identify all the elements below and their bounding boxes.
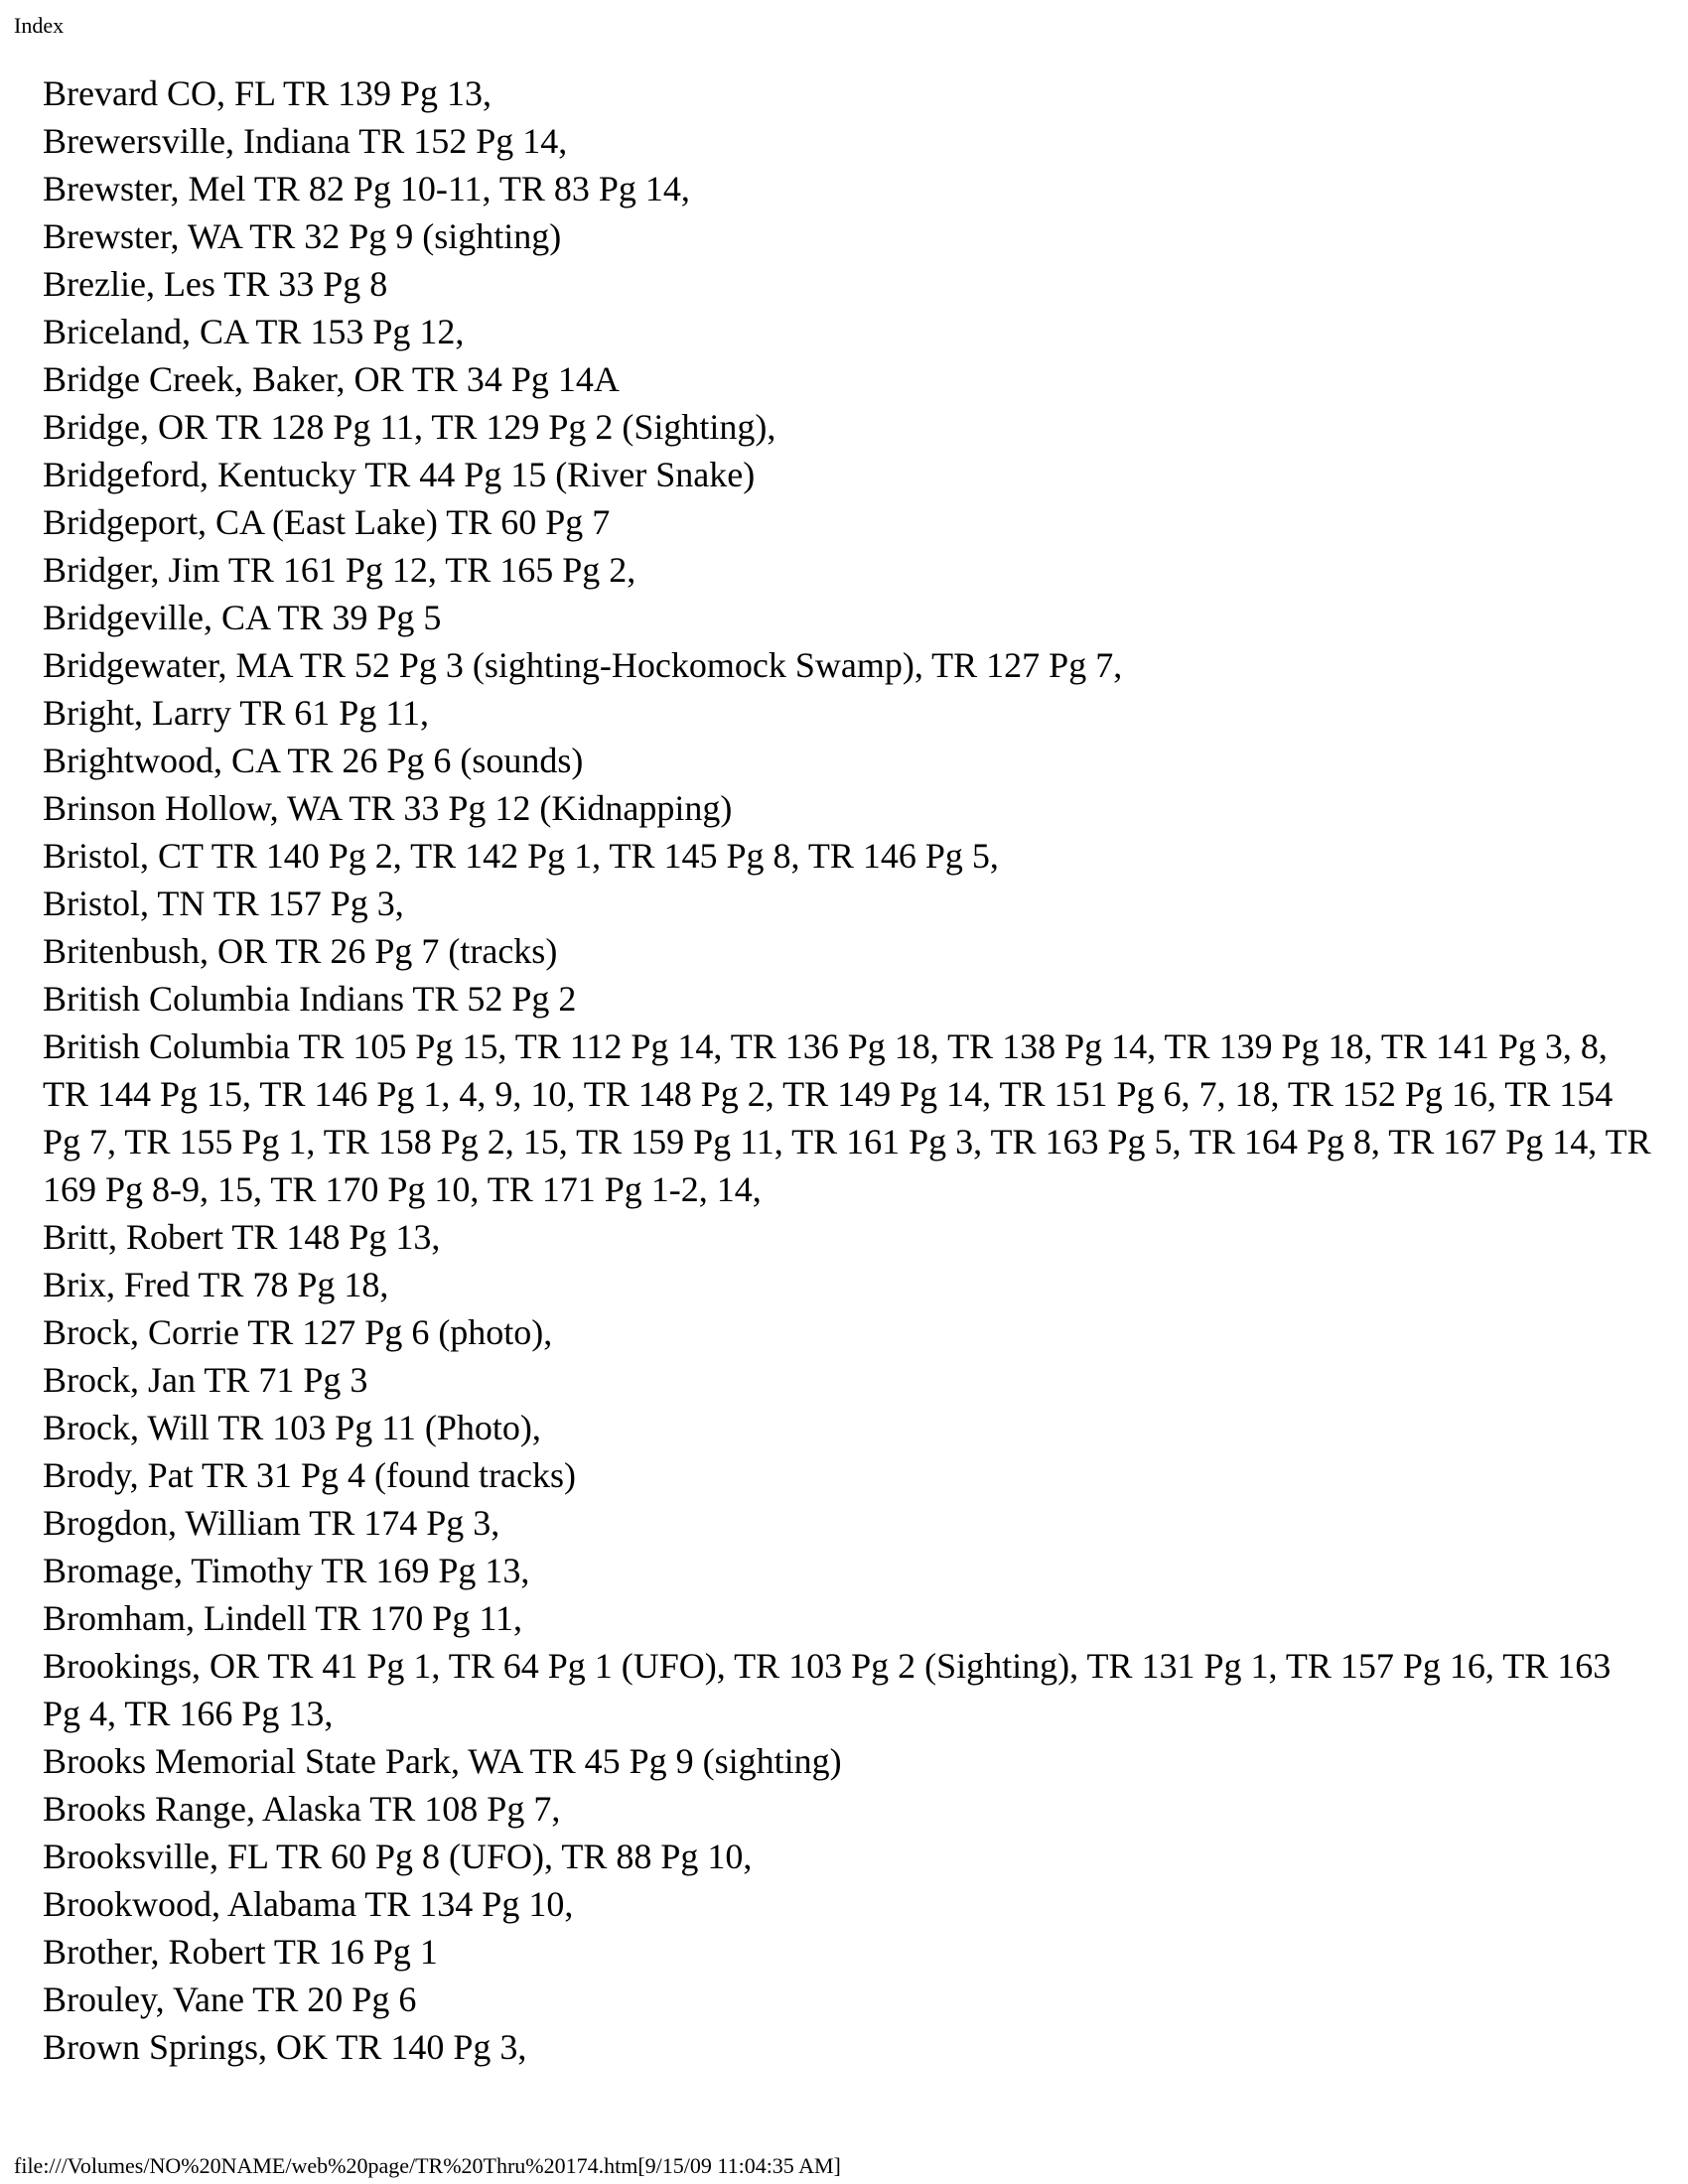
index-entry: Bristol, TN TR 157 Pg 3,: [43, 884, 404, 923]
index-entry: Brock, Corrie TR 127 Pg 6 (photo),: [43, 1312, 553, 1352]
index-entry: Bromage, Timothy TR 169 Pg 13,: [43, 1551, 530, 1590]
index-entry: Bridgeford, Kentucky TR 44 Pg 15 (River Snake): [43, 455, 756, 494]
index-entry: Brewster, WA TR 32 Pg 9 (sighting): [43, 216, 562, 256]
index-entry: Bridgewater, MA TR 52 Pg 3 (sighting-Hockomock Swamp), TR 127 Pg 7,: [43, 645, 1123, 685]
index-entry: Bristol, CT TR 140 Pg 2, TR 142 Pg 1, TR 145 Pg 8, TR 146 Pg 5,: [43, 836, 999, 876]
index-entry: Brevard CO, FL TR 139 Pg 13,: [43, 73, 492, 113]
index-list: [43, 69, 1651, 2071]
index-entry: Bridge, OR TR 128 Pg 11, TR 129 Pg 2 (Sighting),: [43, 407, 776, 447]
index-entry: British Columbia Indians TR 52 Pg 2: [43, 979, 577, 1019]
index-entry: Britt, Robert TR 148 Pg 13,: [43, 1217, 441, 1257]
index-entry: Brooksville, FL TR 60 Pg 8 (UFO), TR 88 Pg 10,: [43, 1837, 753, 1876]
index-entry: Brezlie, Les TR 33 Pg 8: [43, 264, 388, 304]
page-title: Index: [14, 13, 65, 38]
index-entry: Brightwood, CA TR 26 Pg 6 (sounds): [43, 741, 584, 780]
index-entry: Brody, Pat TR 31 Pg 4 (found tracks): [43, 1455, 576, 1495]
index-entry: Britenbush, OR TR 26 Pg 7 (tracks): [43, 931, 558, 971]
index-entry: Brinson Hollow, WA TR 33 Pg 12 (Kidnapping): [43, 788, 733, 828]
index-entry: Bridgeville, CA TR 39 Pg 5: [43, 598, 442, 637]
index-entry: Briceland, CA TR 153 Pg 12,: [43, 312, 465, 351]
index-entry: Brewster, Mel TR 82 Pg 10-11, TR 83 Pg 14,: [43, 169, 690, 208]
index-entry: Bromham, Lindell TR 170 Pg 11,: [43, 1598, 522, 1638]
index-entry: Brock, Jan TR 71 Pg 3: [43, 1360, 368, 1400]
index-entry: Brooks Memorial State Park, WA TR 45 Pg 9 (sighting): [43, 1741, 842, 1781]
index-entry: Brogdon, William TR 174 Pg 3,: [43, 1503, 500, 1543]
index-entry: British Columbia TR 105 Pg 15, TR 112 Pg 14, TR 136 Pg 18, TR 138 Pg 14, TR 139 Pg 18, TR 141 Pg 3, 8, TR 144 Pg 15, TR 146 Pg 1, 4, 9, 10, TR 148 Pg 2, TR 149 Pg 14, TR 151 Pg 6, 7, 18, TR 152 Pg 16, TR 154 Pg 7, TR 155 Pg 1, TR 158 Pg 2, 15, TR 159 Pg 11, TR 161 Pg 3, TR 163 Pg 5, TR 164 Pg 8, TR 167 Pg 14, TR 169 Pg 8-9, 15, TR 170 Pg 10, TR 171 Pg 1-2, 14,: [43, 1026, 1651, 1209]
index-entry: Brouley, Vane TR 20 Pg 6: [43, 1979, 417, 2019]
index-entry: Bridge Creek, Baker, OR TR 34 Pg 14A: [43, 359, 620, 399]
index-entry: Brown Springs, OK TR 140 Pg 3,: [43, 2027, 527, 2067]
index-entry: Bridger, Jim TR 161 Pg 12, TR 165 Pg 2,: [43, 550, 636, 590]
index-entry: Bright, Larry TR 61 Pg 11,: [43, 693, 429, 733]
footer-file-url: file:///Volumes/NO%20NAME/web%20page/TR%20Thru%20174.htm[9/15/09 11:04:35 AM]: [14, 2153, 841, 2178]
index-entry: Brewersville, Indiana TR 152 Pg 14,: [43, 121, 568, 161]
index-entry: Brookwood, Alabama TR 134 Pg 10,: [43, 1884, 574, 1924]
index-entry: Brookings, OR TR 41 Pg 1, TR 64 Pg 1 (UFO), TR 103 Pg 2 (Sighting), TR 131 Pg 1, TR 157 Pg 16, TR 163 Pg 4, TR 166 Pg 13,: [43, 1646, 1612, 1733]
index-entry: Brother, Robert TR 16 Pg 1: [43, 1932, 438, 1972]
index-entry: Brock, Will TR 103 Pg 11 (Photo),: [43, 1408, 541, 1447]
index-entry: Brooks Range, Alaska TR 108 Pg 7,: [43, 1789, 561, 1829]
index-entry: Bridgeport, CA (East Lake) TR 60 Pg 7: [43, 502, 611, 542]
index-entry: Brix, Fred TR 78 Pg 18,: [43, 1265, 389, 1304]
